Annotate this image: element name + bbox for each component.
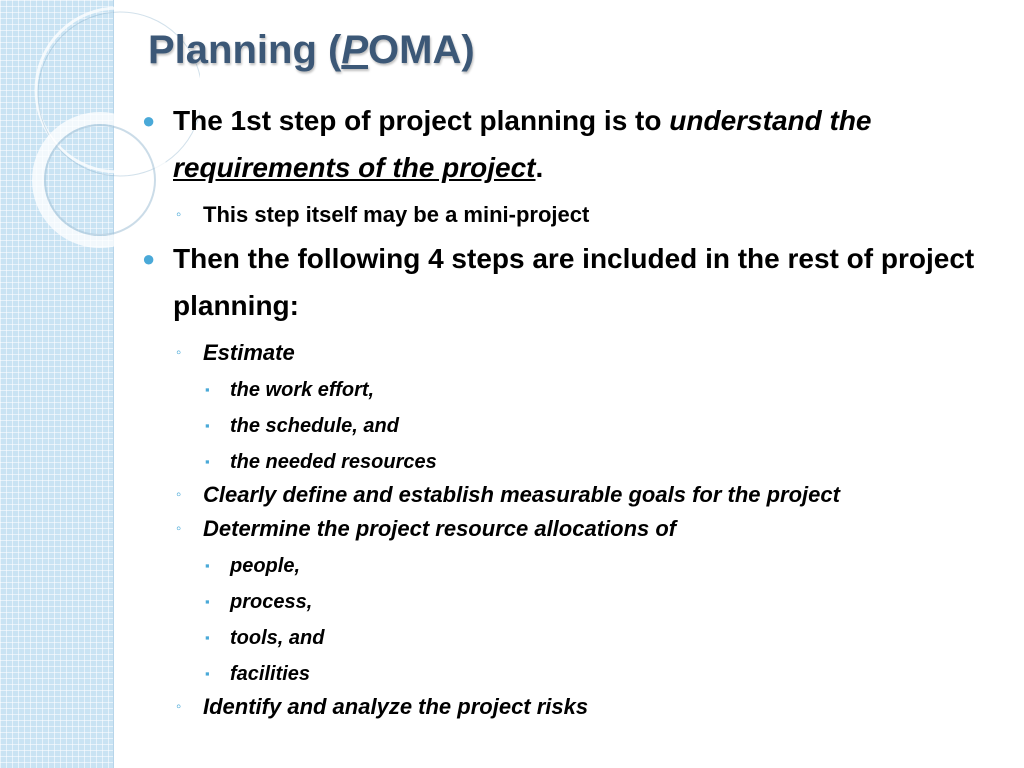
bullet-ring-icon: ◦ bbox=[176, 698, 182, 715]
bullet-square-icon: ▪ bbox=[205, 382, 210, 397]
slide-body bbox=[140, 100, 1010, 720]
bullet-ring-icon: ◦ bbox=[176, 520, 182, 537]
sub-bullet-mini-project: ◦ This step itself may be a mini-project bbox=[176, 202, 590, 227]
sub-bullet-risks: ◦ Identify and analyze the project risks bbox=[176, 694, 589, 719]
title-highlight-letter: P bbox=[341, 28, 369, 72]
list-item: ▪ tools, and bbox=[205, 627, 325, 649]
bullet-square-icon: ▪ bbox=[205, 418, 210, 433]
bullet-square-icon: ▪ bbox=[205, 558, 210, 573]
slide-title: Planning (POMA) bbox=[148, 28, 475, 72]
sub-bullet-estimate: ◦ Estimate bbox=[176, 340, 295, 365]
bullet-dot-icon: ● bbox=[142, 246, 156, 271]
bullet-dot-icon: ● bbox=[142, 108, 156, 133]
list-item: ▪ process, bbox=[205, 591, 313, 613]
bullet-ring-icon: ◦ bbox=[176, 206, 182, 223]
bullet-first-step: ● The 1st step of project planning is to understand the requirements of the project. bbox=[140, 100, 1010, 194]
bullet-square-icon: ▪ bbox=[205, 630, 210, 645]
decorative-grid-band bbox=[0, 0, 114, 768]
bullet-square-icon: ▪ bbox=[205, 454, 210, 469]
list-item: ▪ the needed resources bbox=[205, 451, 437, 473]
list-item: ▪ people, bbox=[205, 555, 301, 577]
bullet-square-icon: ▪ bbox=[205, 594, 210, 609]
bullet-square-icon: ▪ bbox=[205, 666, 210, 681]
bullet-ring-icon: ◦ bbox=[176, 344, 182, 361]
bullet-following-steps: ● Then the following 4 steps are included in the rest of project planning: bbox=[140, 238, 1010, 332]
list-item: ▪ the work effort, bbox=[205, 379, 375, 401]
sub-bullet-allocations: ◦ Determine the project resource allocations of bbox=[176, 516, 677, 541]
bullet-ring-icon: ◦ bbox=[176, 486, 182, 503]
list-item: ▪ facilities bbox=[205, 663, 311, 685]
sub-bullet-goals: ◦ Clearly define and establish measurable goals for the project bbox=[176, 482, 840, 507]
list-item: ▪ the schedule, and bbox=[205, 415, 399, 437]
